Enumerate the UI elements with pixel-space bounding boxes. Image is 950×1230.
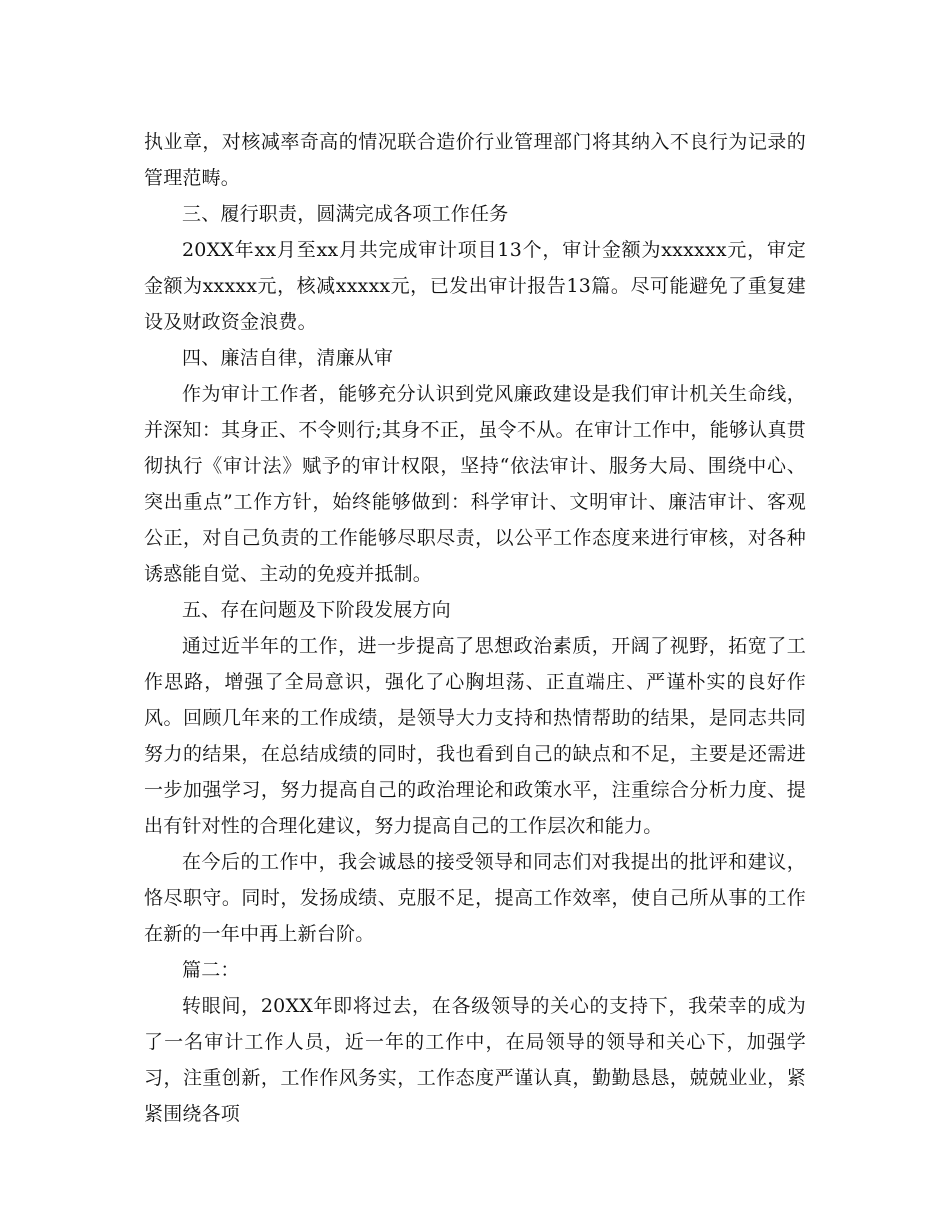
paragraph-problems: 通过近半年的工作，进一步提高了思想政治素质，开阔了视野，拓宽了工作思路，增强了全局意识，强化了心胸坦荡、正直端庄、严谨朴实的良好作风。回顾几年来的工作成绩，是领导大力支持和热情帮助的结果，是同志共同努力的结果，在总结成绩的同时，我也看到自己的缺点和不足，主要是还需进一步加强学习，努力提高自己的政治理论和政策水平，注重综合分析力度、提出有针对性的合理化建议，努力提高自己的工作层次和能力。 [144,635,806,837]
section-heading-3: 三、履行职责，圆满完成各项工作任务 [182,203,509,225]
part-two-heading: 篇二： [182,959,240,981]
paragraph-future: 在今后的工作中，我会诚恳的接受领导和同志们对我提出的批评和建议，恪尽职守。同时，发扬成绩、克服不足，提高工作效率，使自己所从事的工作在新的一年中再上新台阶。 [144,851,806,945]
document-page [144,124,806,1132]
paragraph-integrity: 作为审计工作者，能够充分认识到党风廉政建设是我们审计机关生命线，并深知：其身正、不令则行;其身不正，虽令不从。在审计工作中，能够认真贯彻执行《审计法》赋予的审计权限，坚持“依法审计、服务大局、围绕中心、突出重点”工作方针，始终能够做到：科学审计、文明审计、廉洁审计、客观公正，对自己负责的工作能够尽职尽责，以公平工作态度来进行审核，对各种诱惑能自觉、主动的免疫并抵制。 [144,383,806,585]
paragraph-part-two-intro: 转眼间，20XX年即将过去，在各级领导的关心的支持下，我荣幸的成为了一名审计工作人员，近一年的工作中，在局领导的领导和关心下，加强学习，注重创新，工作作风务实，工作态度严谨认真，勤勤恳恳，兢兢业业，紧紧围绕各项 [144,995,806,1125]
paragraph-continuation: 执业章，对核减率奇高的情况联合造价行业管理部门将其纳入不良行为记录的管理范畴。 [144,131,806,189]
section-heading-4: 四、廉洁自律，清廉从审 [182,347,394,369]
paragraph-audit-summary: 20XX年xx月至xx月共完成审计项目13个，审计金额为xxxxxx元，审定金额为xxxxx元，核减xxxxx元，已发出审计报告13篇。尽可能避免了重复建设及财政资金浪费。 [144,239,806,333]
section-heading-5: 五、存在问题及下阶段发展方向 [182,599,451,621]
